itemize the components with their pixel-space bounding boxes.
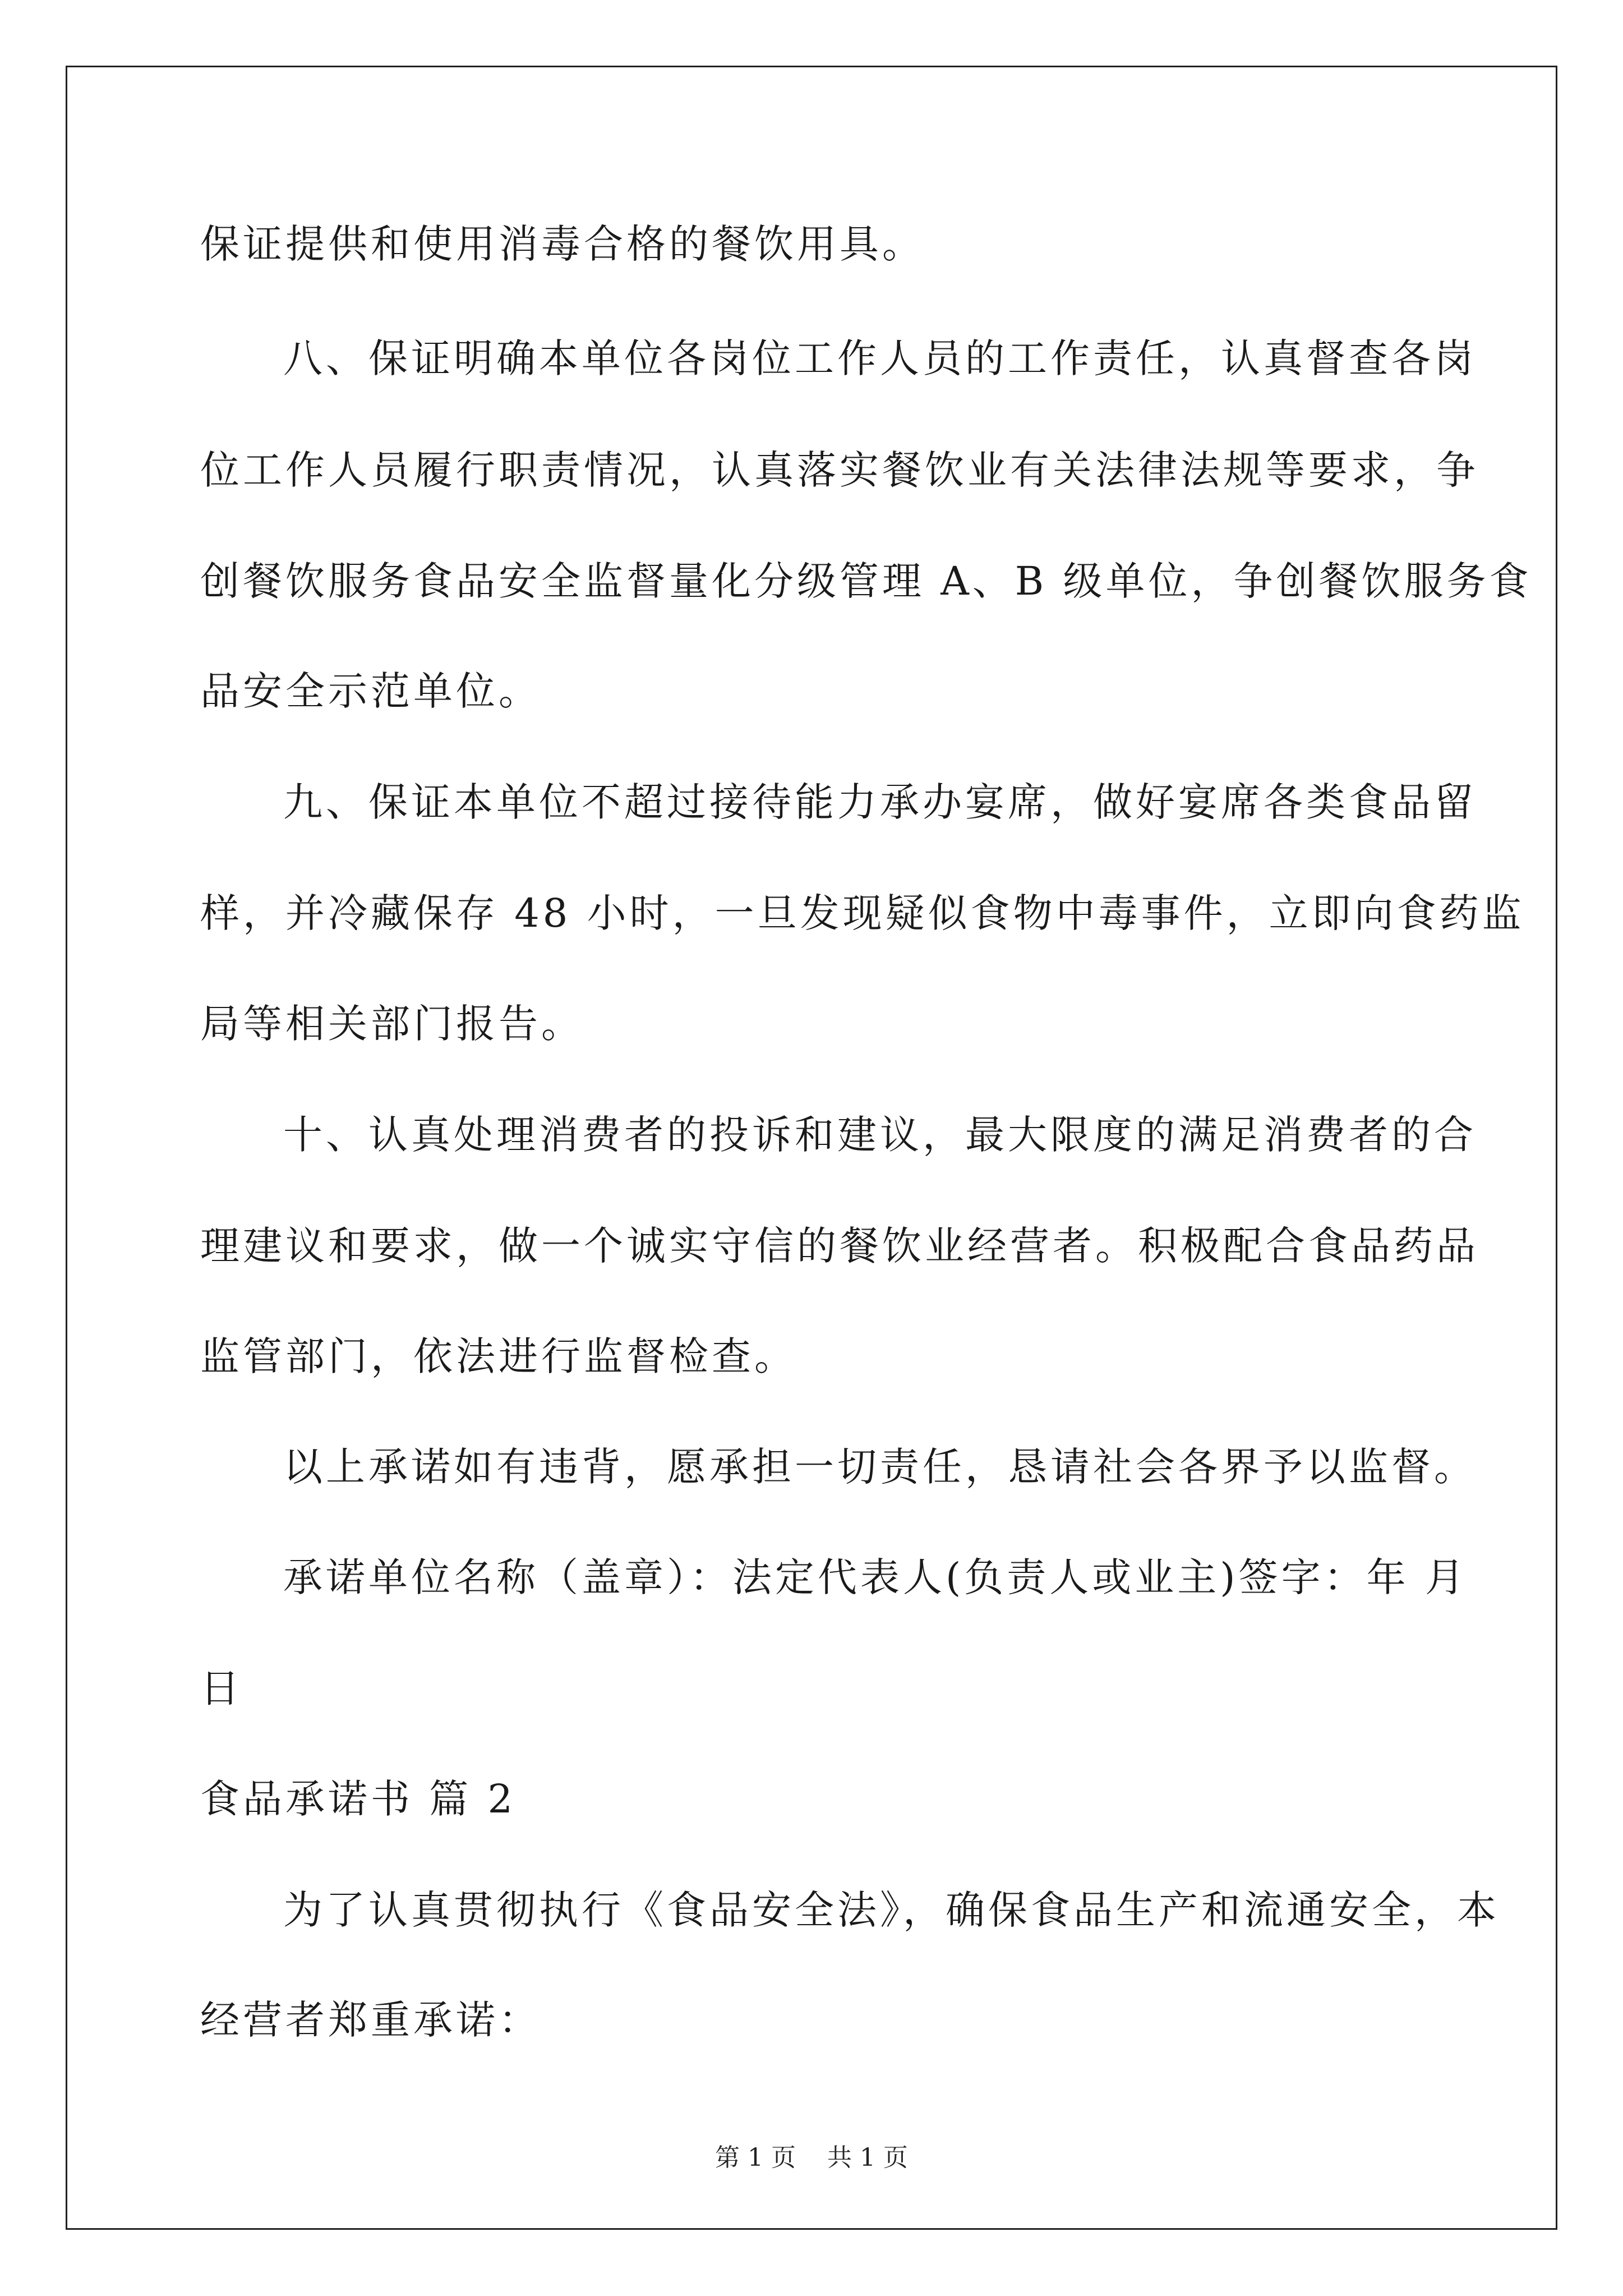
paragraph-line: 创餐饮服务食品安全监督量化分级管理 A、B 级单位，争创餐饮服务食	[200, 558, 1532, 604]
paragraph-line: 八、保证明确本单位各岗位工作人员的工作责任，认真督查各岗	[283, 335, 1477, 381]
paragraph-line: 品安全示范单位。	[200, 668, 541, 714]
paragraph-line: 以上承诺如有违背，愿承担一切责任，恳请社会各界予以监督。	[283, 1444, 1477, 1490]
paragraph-line: 十、认真处理消费者的投诉和建议，最大限度的满足消费者的合	[283, 1112, 1477, 1158]
page-number-footer: 第 1 页 共 1 页	[715, 2143, 908, 2172]
paragraph-line: 为了认真贯彻执行《食品安全法》，确保食品生产和流通安全，本	[283, 1887, 1500, 1933]
paragraph-line: 承诺单位名称（盖章）：法定代表人(负责人或业主)签字：年 月	[283, 1554, 1468, 1600]
paragraph-line: 九、保证本单位不超过接待能力承办宴席，做好宴席各类食品留	[283, 779, 1477, 825]
section-heading: 食品承诺书 篇 2	[200, 1776, 517, 1822]
paragraph-line: 日	[200, 1665, 243, 1711]
paragraph-line: 监管部门，依法进行监督检查。	[200, 1333, 797, 1379]
paragraph-line: 样，并冷藏保存 48 小时，一旦发现疑似食物中毒事件，立即向食药监	[200, 890, 1525, 936]
paragraph-line: 位工作人员履行职责情况，认真落实餐饮业有关法律法规等要求，争	[200, 447, 1479, 493]
paragraph-line: 保证提供和使用消毒合格的餐饮用具。	[200, 221, 925, 267]
paragraph-line: 经营者郑重承诺：	[200, 1997, 541, 2043]
paragraph-line: 理建议和要求，做一个诚实守信的餐饮业经营者。积极配合食品药品	[200, 1223, 1479, 1269]
paragraph-line: 局等相关部门报告。	[200, 1001, 584, 1047]
